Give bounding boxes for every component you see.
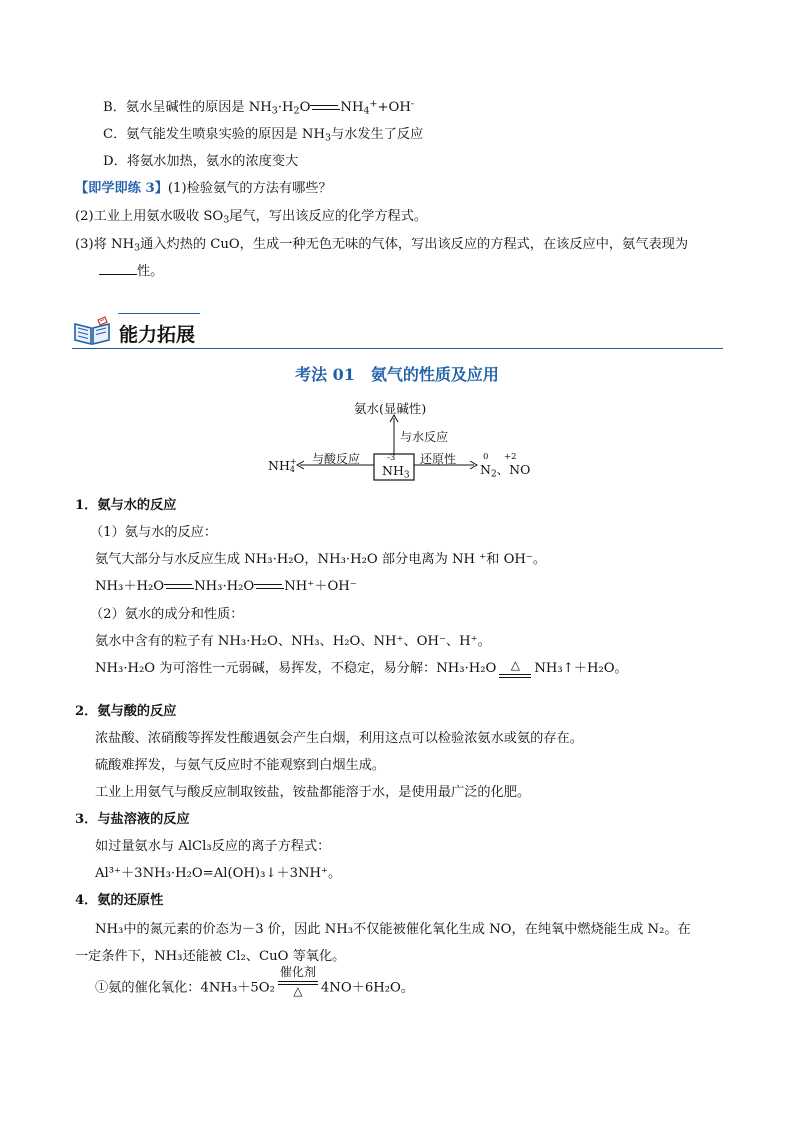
s1-p3: NH₃·H₂O 为可溶性一元弱碱，易挥发，不稳定，易分解：NH₃·H₂O △ NH₃↑＋H₂O。 bbox=[95, 658, 628, 676]
s1-p1: 氨气大部分与水反应生成 NH₃·H₂O，NH₃·H₂O 部分电离为 NH ⁺和 OH⁻。 bbox=[95, 552, 547, 567]
section-top-line bbox=[118, 313, 200, 314]
section-divider bbox=[72, 348, 723, 349]
s4-heading: 4．氨的还原性 bbox=[75, 893, 164, 908]
heat-condition: △ bbox=[499, 659, 531, 678]
diagram-top: 氨水(显碱性) bbox=[354, 401, 427, 416]
diagram-left-label: 与酸反应 bbox=[312, 452, 361, 466]
s1-sub1: （1）氨与水的反应： bbox=[90, 525, 218, 540]
answer-blank[interactable] bbox=[99, 262, 137, 275]
practice-q2: (2)工业上用氨水吸收 $SO_3$尾气，写出该反应的化学方程式。 bbox=[75, 209, 428, 226]
s3-heading: 3．与盐溶液的反应 bbox=[75, 812, 190, 827]
ammonia-diagram bbox=[268, 394, 538, 484]
s2-p1: 浓盐酸、浓硝酸等挥发性酸遇氨会产生白烟，利用这点可以检验浓氨水或氨的存在。 bbox=[95, 731, 583, 746]
option-c: C．氨气能发生喷泉实验的原因是 $NH_3$与水发生了反应 bbox=[103, 127, 424, 144]
practice-q3-cont: 性。 bbox=[99, 260, 163, 279]
diagram-right-product: $N_2$、NO bbox=[480, 462, 531, 480]
s1-sub2: （2）氨水的成分和性质： bbox=[90, 607, 244, 622]
s1-p2: 氨水中含有的粒子有 NH₃·H₂O、NH₃、H₂O、NH⁺、OH⁻、H⁺。 bbox=[95, 634, 491, 649]
practice-q1: 【即学即练 3】(1)检验氨气的方法有哪些？ bbox=[75, 181, 332, 196]
option-b: B．氨水呈碱性的原因是 $NH_3\cdot H_2O$ $NH_4^++OH^-$ bbox=[103, 98, 415, 117]
s4-p3: ①氨的催化氧化：4NH₃＋5O₂ 催化剂 △ 4NO＋6H₂O。 bbox=[95, 965, 415, 998]
diagram-right-label: 还原性 bbox=[420, 452, 457, 466]
diagram-up-label: 与水反应 bbox=[400, 430, 449, 444]
catalyst-condition: 催化剂 △ bbox=[279, 965, 316, 998]
s3-p2: Al³⁺＋3NH₃·H₂O=Al(OH)₃↓＋3NH⁺。 bbox=[95, 866, 342, 881]
diagram-n-state: 0 bbox=[483, 452, 489, 462]
equilibrium-arrow bbox=[254, 581, 284, 593]
s1-equation: NH₃＋H₂O NH₃·H₂O NH⁺＋OH⁻ bbox=[95, 579, 357, 594]
equilibrium-arrow bbox=[310, 102, 340, 114]
s4-p2: 一定条件下，NH₃还能被 Cl₂、CuO 等氧化。 bbox=[75, 949, 346, 964]
option-d: D．将氨水加热，氨水的浓度变大 bbox=[103, 154, 299, 169]
diagram-left-product: NH+ 4 bbox=[268, 457, 297, 474]
equilibrium-arrow bbox=[164, 581, 194, 593]
diagram-center-charge: -3 bbox=[387, 453, 396, 463]
practice-label: 【即学即练 3】 bbox=[75, 181, 168, 196]
s4-p1: NH₃中的氮元素的价态为－3 价，因此 NH₃不仅能被催化氧化生成 NO，在纯氧中燃烧能生成 N₂。在 bbox=[95, 922, 691, 937]
s2-p2: 硫酸难挥发，与氨气反应时不能观察到白烟生成。 bbox=[95, 758, 386, 773]
diagram-no-state: +2 bbox=[504, 452, 517, 462]
s2-p3: 工业上用氨气与酸反应制取铵盐，铵盐都能溶于水，是使用最广泛的化肥。 bbox=[95, 785, 531, 800]
s3-p1: 如过量氨水与 AlCl₃反应的离子方程式： bbox=[95, 839, 331, 854]
section-title: 能力拓展 bbox=[119, 324, 196, 346]
diagram-center: $NH_3$ bbox=[382, 463, 410, 481]
s1-heading: 1．氨与水的反应 bbox=[75, 498, 177, 513]
s2-heading: 2．氨与酸的反应 bbox=[75, 704, 177, 719]
method-title: 考法 01 氨气的性质及应用 bbox=[295, 365, 499, 384]
book-icon bbox=[72, 316, 112, 346]
practice-q3: (3)将 $NH_3$通入灼热的 CuO，生成一种无色无味的气体，写出该反应的方程式，在该反应中，氨气表现为 bbox=[75, 237, 689, 254]
